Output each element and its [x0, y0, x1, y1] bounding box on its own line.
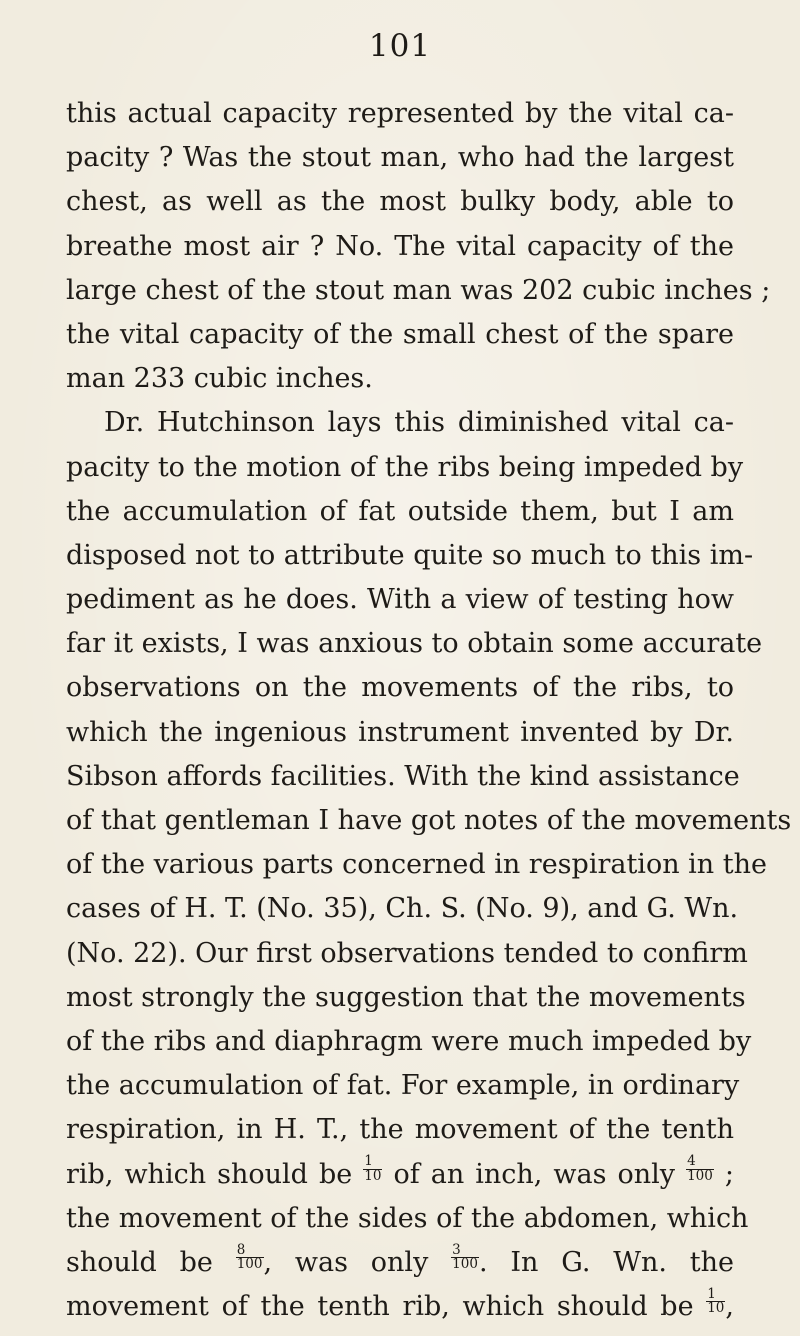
fraction	[236, 1241, 264, 1273]
fraction-denominator: 100	[452, 1256, 478, 1273]
fraction-numerator: 1	[363, 1155, 382, 1170]
text-run: should be	[66, 1246, 236, 1278]
page-number: 101	[368, 28, 432, 64]
text-run: pacity to the motion of the ribs being impeded by	[66, 451, 744, 483]
text-run: rib, which should be	[66, 1158, 364, 1190]
text-line	[66, 1020, 752, 1064]
fraction-numerator: 4	[686, 1155, 714, 1170]
text-run: of an inch, was only	[382, 1158, 687, 1190]
text-run: of the ribs and diaphragm were much impeded by	[66, 1025, 752, 1057]
text-run: observations on the movements of the ribs, to	[66, 672, 734, 704]
text-run: Dr. Hutchinson lays this diminished vital ca-	[104, 407, 734, 439]
text-line	[66, 622, 763, 666]
text-run: chest, as well as the most bulky body, able to	[66, 186, 734, 218]
text-run: disposed not to attribute quite so much to this im-	[66, 539, 754, 571]
text-run: of that gentleman I have got notes of the movements	[66, 805, 792, 836]
text-line	[66, 534, 754, 578]
text-run: ;	[713, 1158, 734, 1190]
text-line	[66, 666, 734, 710]
text-run: large chest of the stout man was 202 cubic inches ;	[66, 274, 771, 306]
text-line	[66, 578, 734, 622]
text-line	[66, 843, 767, 887]
text-line	[66, 1197, 749, 1241]
text-line	[66, 180, 734, 224]
fraction	[686, 1155, 714, 1183]
text-run: ,	[725, 1291, 734, 1323]
fraction	[363, 1155, 382, 1183]
text-run: man 233 cubic inches.	[66, 363, 373, 395]
fraction	[451, 1241, 479, 1273]
text-run: the accumulation of fat. For example, in ordinary	[66, 1070, 740, 1102]
text-run: the vital capacity of the small chest of the spare	[66, 318, 734, 350]
text-run: this actual capacity represented by the vital ca-	[66, 98, 734, 129]
fraction-denominator: 10	[364, 1167, 382, 1184]
text-run: respiration, in H. T., the movement of the tenth	[66, 1114, 734, 1146]
text-run: which the ingenious instrument invented by Dr.	[66, 716, 734, 748]
text-run: . In G. Wn. the	[478, 1246, 734, 1278]
text-line	[66, 887, 739, 931]
text-line	[66, 932, 748, 976]
text-run: pediment as he does. With a view of testing how	[66, 584, 734, 616]
fraction-denominator: 10	[707, 1300, 725, 1317]
text-line	[66, 711, 734, 755]
text-run: breathe most air ? No. The vital capacity of the	[66, 230, 734, 262]
text-line	[66, 357, 734, 401]
text-run: movement of the tenth rib, which should be	[66, 1291, 707, 1323]
fraction-denominator: 100	[236, 1256, 263, 1273]
text-run: far it exists, I was anxious to obtain some accurate	[66, 628, 763, 660]
text-line	[66, 313, 734, 357]
text-line	[66, 401, 734, 445]
text-line	[66, 1241, 734, 1285]
text-line	[66, 1108, 734, 1152]
fraction-numerator: 8	[236, 1244, 264, 1259]
text-run: (No. 22). Our first observations tended to confirm	[66, 937, 748, 969]
text-line	[66, 269, 771, 313]
fraction-denominator: 100	[687, 1167, 713, 1184]
text-line	[66, 1153, 734, 1197]
text-run: most strongly the suggestion that the movements	[66, 981, 746, 1013]
text-line	[66, 799, 792, 843]
text-line	[66, 490, 734, 534]
text-line	[66, 976, 746, 1020]
text-line	[66, 92, 734, 136]
text-line	[66, 136, 734, 180]
text-run: the accumulation of fat outside them, but I am	[66, 495, 734, 527]
fraction-numerator: 3	[451, 1244, 479, 1259]
fraction	[706, 1285, 725, 1317]
text-run: pacity ? Was the stout man, who had the largest	[66, 142, 734, 174]
text-line	[66, 1285, 734, 1329]
text-line	[66, 225, 734, 269]
text-line	[66, 755, 740, 799]
body-text	[66, 92, 792, 1329]
text-run: Sibson affords facilities. With the kind assistance	[66, 760, 740, 792]
fraction-numerator: 1	[706, 1288, 725, 1303]
text-line	[66, 1064, 740, 1108]
text-run: cases of H. T. (No. 35), Ch. S. (No. 9), and G. Wn.	[66, 893, 739, 925]
text-run: the movement of the sides of the abdomen, which	[66, 1202, 749, 1234]
text-run: , was only	[263, 1246, 452, 1278]
text-line	[66, 446, 744, 490]
text-run: of the various parts concerned in respiration in the	[66, 849, 767, 881]
